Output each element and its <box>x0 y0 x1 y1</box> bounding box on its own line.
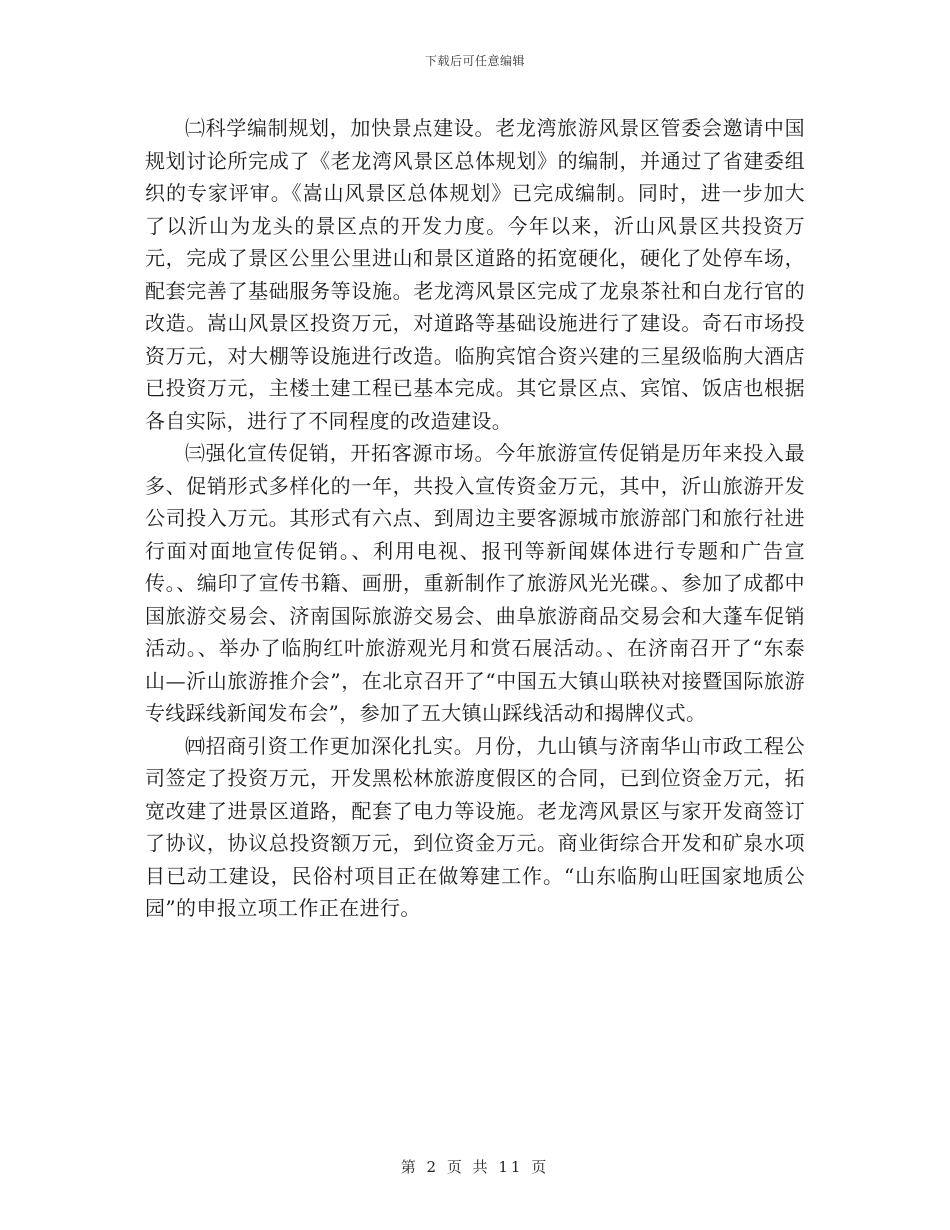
paragraph-promotion: ㈢强化宣传促销，开拓客源市场。今年旅游宣传促销是历年来投入最多、促销形式多样化的一年，共投入宣传资金万元，其中，沂山旅游开发公司投入万元。其形式有六点、到周边主要客源城市旅游部门和旅行社进行面对面地宣传促销。、利用电视、报刊等新闻媒体进行专题和广告宣传。、编印了宣传书籍、画册，重新制作了旅游风光光碟。、参加了成都中国旅游交易会、济南国际旅游交易会、曲阜旅游商品交易会和大蓬车促销活动。、举办了临朐红叶旅游观光月和赏石展活动。、在济南召开了“东泰山—沂山旅游推介会”，在北京召开了“中国五大镇山联袂对接暨国际旅游专线踩线新闻发布会”，参加了五大镇山踩线活动和揭牌仪式。 <box>145 441 805 725</box>
page-number: 第 2 页 共 11 页 <box>400 1158 550 1176</box>
page-header: 下载后可任意编辑 <box>424 54 525 68</box>
paragraph-investment: ㈣招商引资工作更加深化扎实。月份，九山镇与济南华山市政工程公司签定了投资万元，开发黑松林旅游度假区的合同，已到位资金万元，拓宽改建了进景区道路，配套了电力等设施。老龙湾风景区与家开发商签订了协议，协议总投资额万元，到位资金万元。商业街综合开发和矿泉水项目已动工建设，民俗村项目正在做筹建工作。“山东临朐山旺国家地质公园”的申报立项工作正在进行。 <box>145 733 805 920</box>
paragraph-planning: ㈡科学编制规划，加快景点建设。老龙湾旅游风景区管委会邀请中国规划讨论所完成了《老龙湾风景区总体规划》的编制，并通过了省建委组织的专家评审。《嵩山风景区总体规划》已完成编制。同时，进一步加大了以沂山为龙头的景区点的开发力度。今年以来，沂山风景区共投资万元，完成了景区公里公里进山和景区道路的拓宽硬化，硬化了处停车场，配套完善了基础服务等设施。老龙湾风景区完成了龙泉茶社和白龙行官的改造。嵩山风景区投资万元，对道路等基础设施进行了建设。奇石市场投资万元，对大棚等设施进行改造。临朐宾馆合资兴建的三星级临朐大酒店已投资万元，主楼土建工程已基本完成。其它景区点、宾馆、饭店也根据各自实际，进行了不同程度的改造建设。 <box>145 116 805 433</box>
document-body <box>145 112 805 925</box>
